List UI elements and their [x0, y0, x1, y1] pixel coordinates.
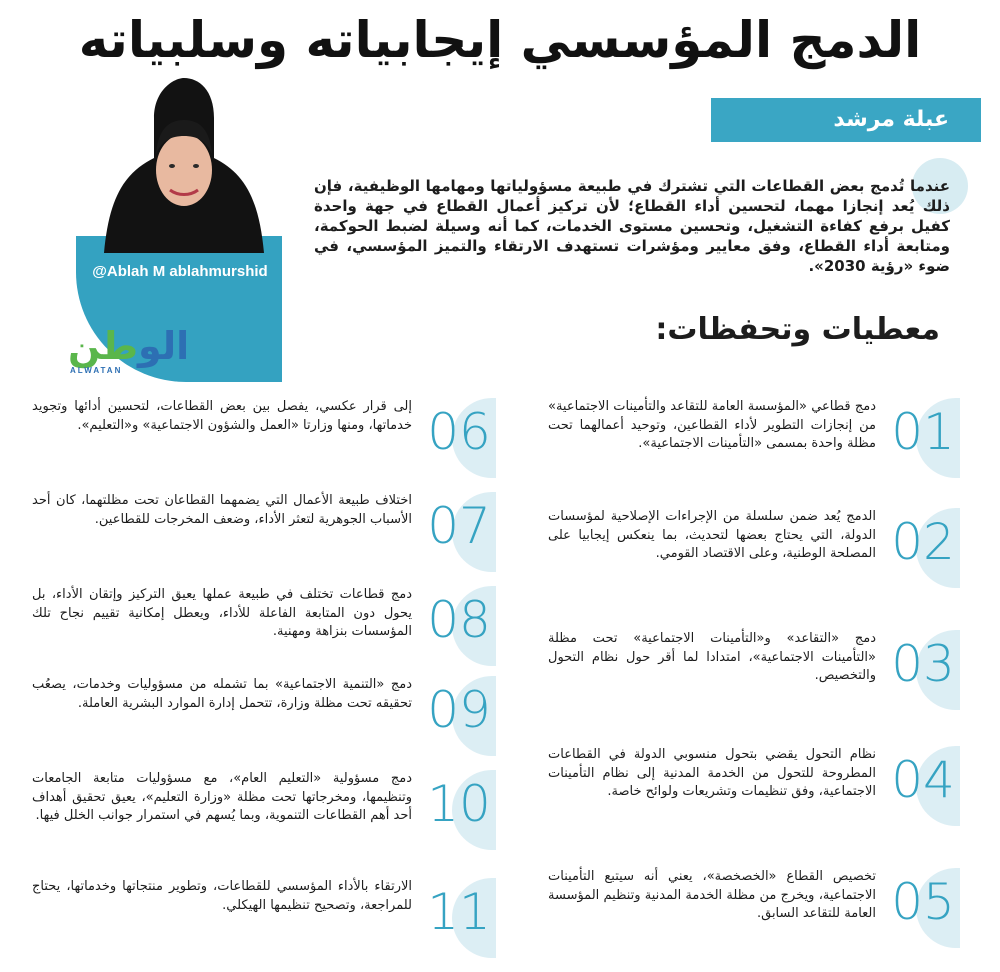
- point-number: 08: [427, 591, 491, 649]
- point-number: 09: [427, 681, 491, 739]
- point-text: تخصيص القطاع «الخصخصة»، يعني أنه سيتبع التأمينات الاجتماعية، ويخرج من مظلة الخدمة المدنية وتنظيم المؤسسة العامة للتقاعد السابق.: [548, 869, 876, 921]
- point-number: 05: [891, 873, 955, 931]
- point-text: إلى قرار عكسي، يفصل بين بعض القطاعات، لتحسين أدائها وتجويد خدماتها، ومنها وزارتا «العمل والشؤون الاجتماعية» و«التعليم».: [32, 399, 412, 433]
- point-item-08: [30, 586, 496, 670]
- logo-wordmark: الوطن: [68, 324, 190, 368]
- logo-latin-text: ALWATAN: [70, 366, 123, 375]
- point-item-04: [538, 746, 960, 830]
- point-number: 04: [891, 751, 955, 809]
- point-item-10: [30, 770, 496, 854]
- author-name-bar: عبلة مرشد: [711, 98, 973, 142]
- author-portrait: [84, 78, 284, 253]
- article-headline: الدمج المؤسسي إيجابياته وسلبياته: [78, 11, 922, 69]
- intro-paragraph: عندما تُدمج بعض القطاعات التي تشترك في طبيعة مسؤولياتها ومهامها الوظيفية، فإن ذلك يُعد إنجازا مهما، لتحسين أداء القطاع؛ لأن تركيز أعمال القطاع في جهة واحدة كفيل برفع كفاءة التشغيل، وتحسين مستوى الخدمات، كما أنه وسيلة لضبط الحوكمة، ومتابعة أداء القطاع، وفق معايير ومؤشرات تستهدف الارتقاء والتميز المؤسسي، في ضوء «رؤية 2030».: [314, 177, 950, 275]
- alwatan-logo: [60, 322, 210, 392]
- point-number: 10: [427, 775, 491, 833]
- point-item-09: [30, 676, 496, 760]
- section-title: معطيات وتحفظات:: [655, 312, 940, 347]
- point-item-07: [30, 492, 496, 576]
- point-item-02: [538, 508, 960, 592]
- point-text: اختلاف طبيعة الأعمال التي يضمهما القطاعان تحت مظلتهما، كان أحد الأسباب الجوهرية لتعثر الأداء، وضعف المخرجات للقطاعين.: [32, 493, 412, 527]
- point-text: دمج «التقاعد» و«التأمينات الاجتماعية» تحت مظلة «التأمينات الاجتماعية»، امتدادا لما أقر حول نظام التحول والتخصيص.: [548, 631, 876, 683]
- point-text: دمج قطاعات تختلف في طبيعة عملها يعيق التركيز وإتقان الأداء، بل يحول دون المتابعة الفاعلة للأداء، ويعطل إمكانية تقييم نجاح تلك المؤسسات بنزاهة ومهنية.: [32, 587, 412, 639]
- point-number: 01: [891, 403, 955, 461]
- point-item-06: [30, 398, 496, 482]
- point-text: دمج مسؤولية «التعليم العام»، مع مسؤوليات متابعة الجامعات وتنظيمها، ومخرجاتها تحت مظلة «وزارة التعليم»، يعيق تحقيق أهداف أحد أهم القطاعات التنموية، وبما يُسهم في استمرار جوانب الخلل فيها.: [32, 771, 412, 823]
- point-number: 02: [891, 513, 955, 571]
- point-text: نظام التحول يقضي بتحول منسوبي الدولة في القطاعات المطروحة للتحول من الخدمة المدنية إلى نظام التأمينات الاجتماعية، وفق تنظيمات وتشريعات ولوائح خاصة.: [548, 747, 876, 799]
- point-number: 11: [427, 883, 491, 941]
- point-item-05: [538, 868, 960, 952]
- point-item-03: [538, 630, 960, 714]
- point-item-11: [30, 878, 496, 962]
- author-bar-tab: [973, 98, 981, 142]
- point-text: الدمج يُعد ضمن سلسلة من الإجراءات الإصلاحية لمؤسسات الدولة، التي يحتاج بعضها لتحديث، بما ينعكس إيجابيا على المصلحة الوطنية، وعلى الاقتصاد القومي.: [548, 509, 876, 561]
- author-social-handle: @Ablah M ablahmurshid: [92, 263, 268, 280]
- point-text: الارتقاء بالأداء المؤسسي للقطاعات، وتطوير منتجاتها وخدماتها، يحتاج للمراجعة، وتصحيح تنظيمها الهيكلي.: [32, 879, 412, 913]
- point-number: 06: [427, 403, 491, 461]
- point-item-01: [538, 398, 960, 482]
- point-number: 03: [891, 635, 955, 693]
- point-text: دمج «التنمية الاجتماعية» بما تشمله من مسؤوليات وخدمات، يصعُب تحقيقه تحت مظلة وزارة، تتحمل إدارة الموارد البشرية العاملة.: [32, 677, 412, 711]
- point-text: دمج قطاعي «المؤسسة العامة للتقاعد والتأمينات الاجتماعية» من إنجازات التطوير لأداء القطاعين، وتوحيد أعمالهما تحت مظلة واحدة بمسمى «التأمينات الاجتماعية».: [548, 399, 876, 451]
- point-number: 07: [427, 497, 491, 555]
